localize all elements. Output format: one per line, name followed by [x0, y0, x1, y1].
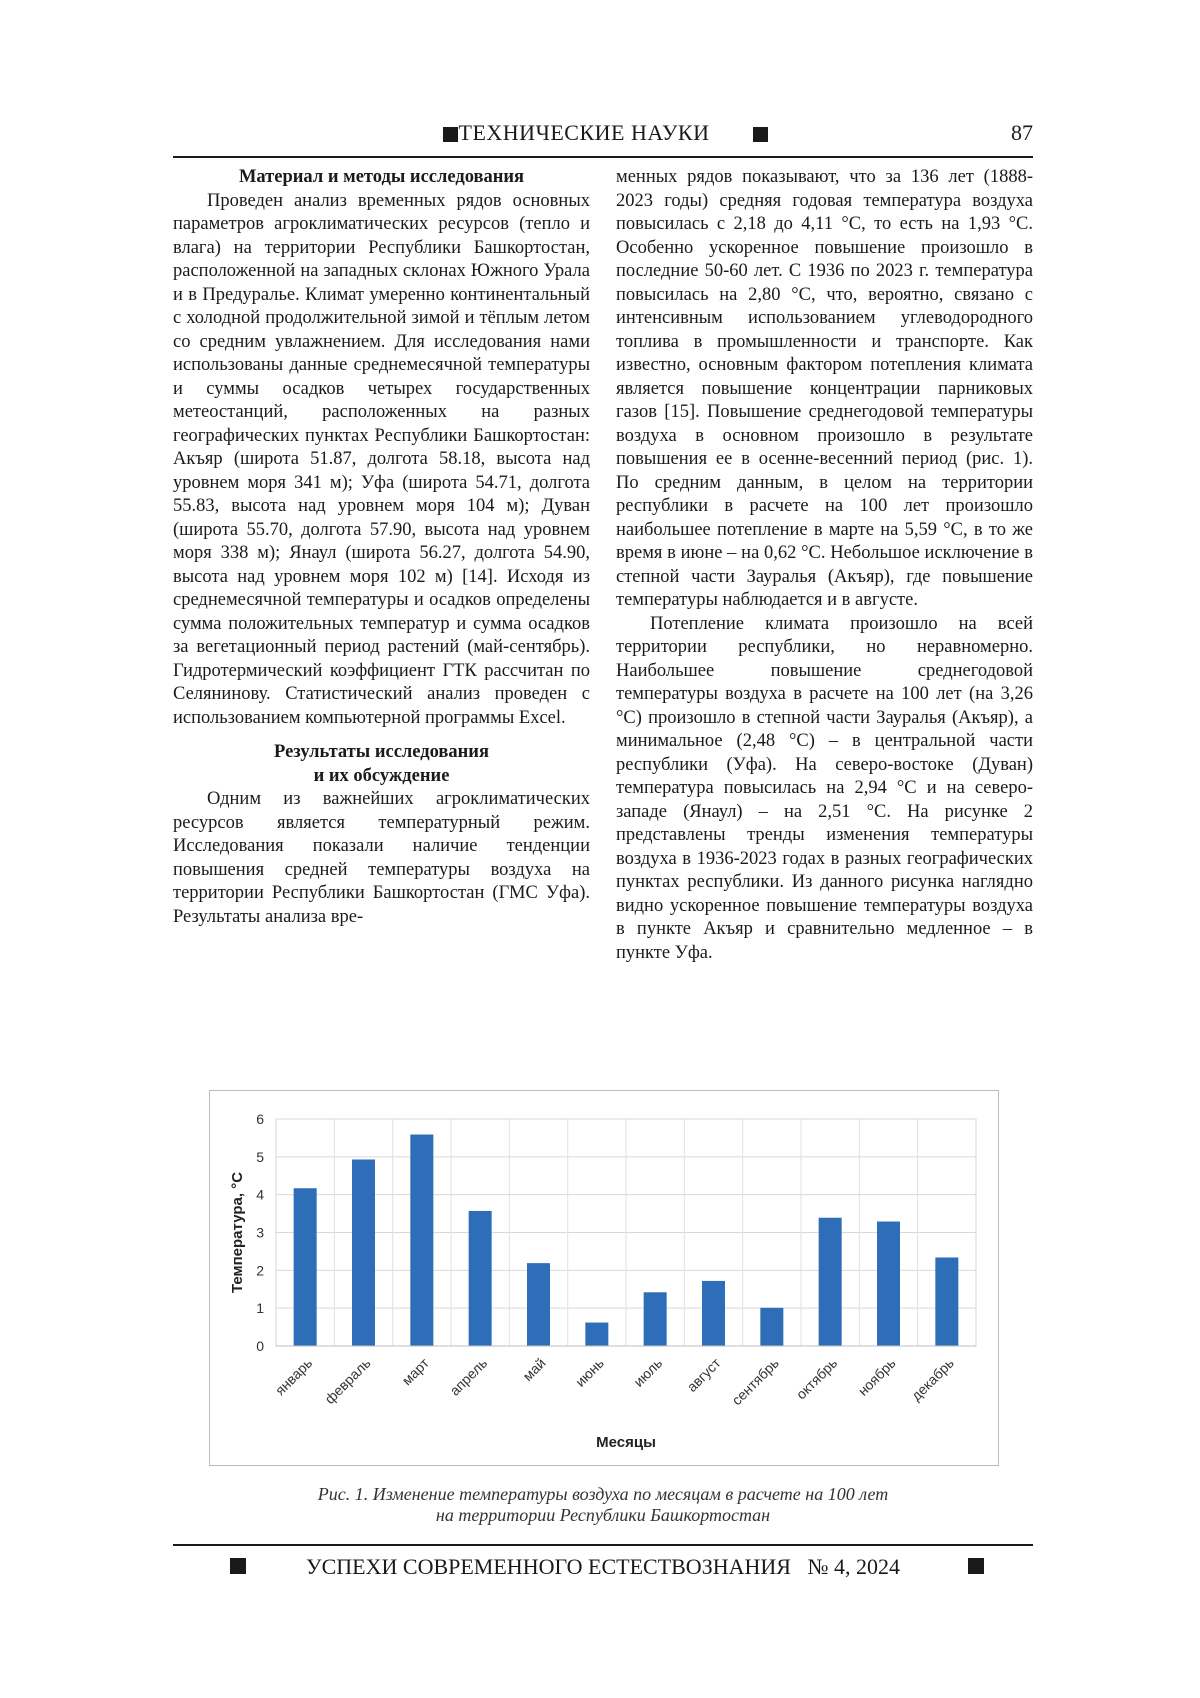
y-tick-label: 2: [256, 1262, 264, 1279]
caption-line2: на территории Республики Башкортостан: [435, 1505, 771, 1525]
x-tick-label: январь: [271, 1354, 316, 1399]
x-tick-label: июль: [630, 1354, 666, 1390]
bar: [877, 1222, 900, 1346]
figure-caption: [173, 1484, 1033, 1526]
y-tick-label: 6: [256, 1111, 264, 1127]
heading-results-line1: Результаты исследования: [274, 742, 489, 762]
paragraph-methods: Проведен анализ временных рядов основных параметров агроклиматических ресурсов (тепло и влага) на территории Республики Башкортостан, расположенной на западных склонах Южного Урала и в Предуралье. Климат умеренно континентальный с холодной продолжительной зимой и тёплым летом со средним увлажнением. Для исследования нами использованы данные среднемесячной температуры и суммы осадков четырех государственных метеостанций, расположенных на разных географических пунктах Республики Башкортостан: Акъяр (широта 51.87, долгота 58.18, высота над уровнем моря 341 м); Уфа (широта 54.71, долгота 55.83, высота над уровнем моря 104 м); Дуван (широта 55.70, долгота 57.90, высота над уровнем моря 338 м); Янаул (широта 56.27, долгота 54.90, высота над уровнем моря 102 м) [14]. Исходя из среднемесячной температуры и осадков определены сумма положительных температур и сумма осадков за вегетационный период растений (май-сентябрь). Гидротермический коэффициент ГТК рассчитан по Селянинову. Статистический анализ проведен с использованием компьютерной программы Excel.: [173, 190, 590, 728]
footer-rule: [173, 1544, 1033, 1546]
page-footer: [173, 1544, 1033, 1584]
right-column: [616, 166, 1033, 965]
y-tick-label: 5: [256, 1148, 264, 1165]
bar: [294, 1188, 317, 1346]
y-tick-label: 4: [256, 1186, 264, 1203]
x-tick-label: октябрь: [792, 1354, 841, 1403]
y-tick-label: 1: [256, 1300, 264, 1317]
journal-name: УСПЕХИ СОВРЕМЕННОГО ЕСТЕСТВОЗНАНИЯ: [306, 1554, 791, 1579]
heading-results-line2: и их обсуждение: [313, 765, 450, 786]
x-axis-title: Месяцы: [596, 1434, 656, 1451]
paragraph-warming: Потепление климата произошло на всей территории республики, но неравномерно. Наибольшее повышение среднегодовой температуры воздуха в расчете на 100 лет (на 3,26 °С) произошло в степной части Зауралья (Акъяр), а минимальное (2,48 °С) – в центральной части республики (Уфа). На северо-востоке (Дуван) температура повысилась на 2,94 °С и на северо-западе (Янаул) – на 2,51 °С. На рисунке 2 представлены тренды изменения температуры воздуха в 1936-2023 годах в разных географических пунктах республики. Из данного рисунка наглядно видно ускоренное повышение температуры воздуха в пункте Акъяр и сравнительно медленное – в пункте Уфа.: [616, 613, 1033, 963]
paragraph-results: Одним из важнейших агроклиматических ресурсов является температурный режим. Исследования показали наличие тенденции повышения средней температуры воздуха на территории Республики Башкортостан (ГМС Уфа). Результаты анализа вре-: [173, 789, 590, 927]
y-tick-label: 3: [256, 1224, 264, 1241]
x-tick-label: май: [519, 1354, 549, 1384]
section-title: ТЕХНИЧЕСКИЕ НАУКИ: [458, 120, 710, 145]
x-tick-label: март: [398, 1354, 432, 1389]
bar: [644, 1292, 667, 1346]
page-header: [173, 120, 1033, 156]
bar: [760, 1308, 783, 1346]
bar: [410, 1135, 433, 1346]
x-tick-label: апрель: [446, 1354, 491, 1399]
figure-1: [209, 1090, 999, 1466]
y-tick-label: 0: [256, 1338, 264, 1354]
bar: [702, 1281, 725, 1346]
x-tick-label: июнь: [572, 1354, 607, 1390]
x-tick-label: февраль: [321, 1354, 374, 1407]
heading-materials-methods: Материал и методы исследования: [238, 167, 525, 187]
bar: [469, 1211, 492, 1346]
bar-chart: [210, 1091, 998, 1465]
bar: [352, 1159, 375, 1346]
y-axis-title: Температура, °С: [229, 1171, 246, 1294]
x-tick-label: сентябрь: [728, 1354, 782, 1409]
journal-issue: № 4, 2024: [807, 1554, 900, 1579]
paragraph-continuation: менных рядов показывают, что за 136 лет (1888-2023 годы) средняя годовая температура воздуха повысилась с 2,18 до 4,11 °С, то есть на 1,93 °С. Особенно ускоренное повышение произошло в последние 50-60 лет. С 1936 по 2023 г. температура повысилась на 2,80 °С, что, вероятно, связано с интенсивным использованием углеводородного топлива в промышленности и транспорте. Как известно, основным фактором потепления климата является повышение концентрации парниковых газов [15]. Повышение среднегодовой температуры воздуха в основном произошло в результате повышения ее в осенне-весенний период (рис. 1). По средним данным, в целом на территории республики в расчете на 100 лет произошло наибольшее потепление в марте на 5,59 °С, в то же время в июне – на 0,62 °С. Небольшое исключение в степной части Зауралья (Акъяр), где повышение температуры наблюдается и в августе.: [616, 167, 1033, 610]
bar: [819, 1218, 842, 1346]
bar: [527, 1263, 550, 1346]
left-column: [173, 166, 590, 929]
bar: [585, 1323, 608, 1346]
x-tick-label: декабрь: [907, 1354, 957, 1404]
x-tick-label: август: [683, 1354, 724, 1395]
caption-line1: Рис. 1. Изменение температуры воздуха по месяцам в расчете на 100 лет: [317, 1484, 889, 1504]
header-square-right: [753, 127, 768, 142]
header-rule: [173, 156, 1033, 158]
footer-square-right: [968, 1558, 984, 1574]
bar: [935, 1257, 958, 1346]
x-tick-label: ноябрь: [854, 1354, 899, 1399]
page-number: 87: [1011, 120, 1033, 145]
footer-text: [173, 1554, 1033, 1580]
